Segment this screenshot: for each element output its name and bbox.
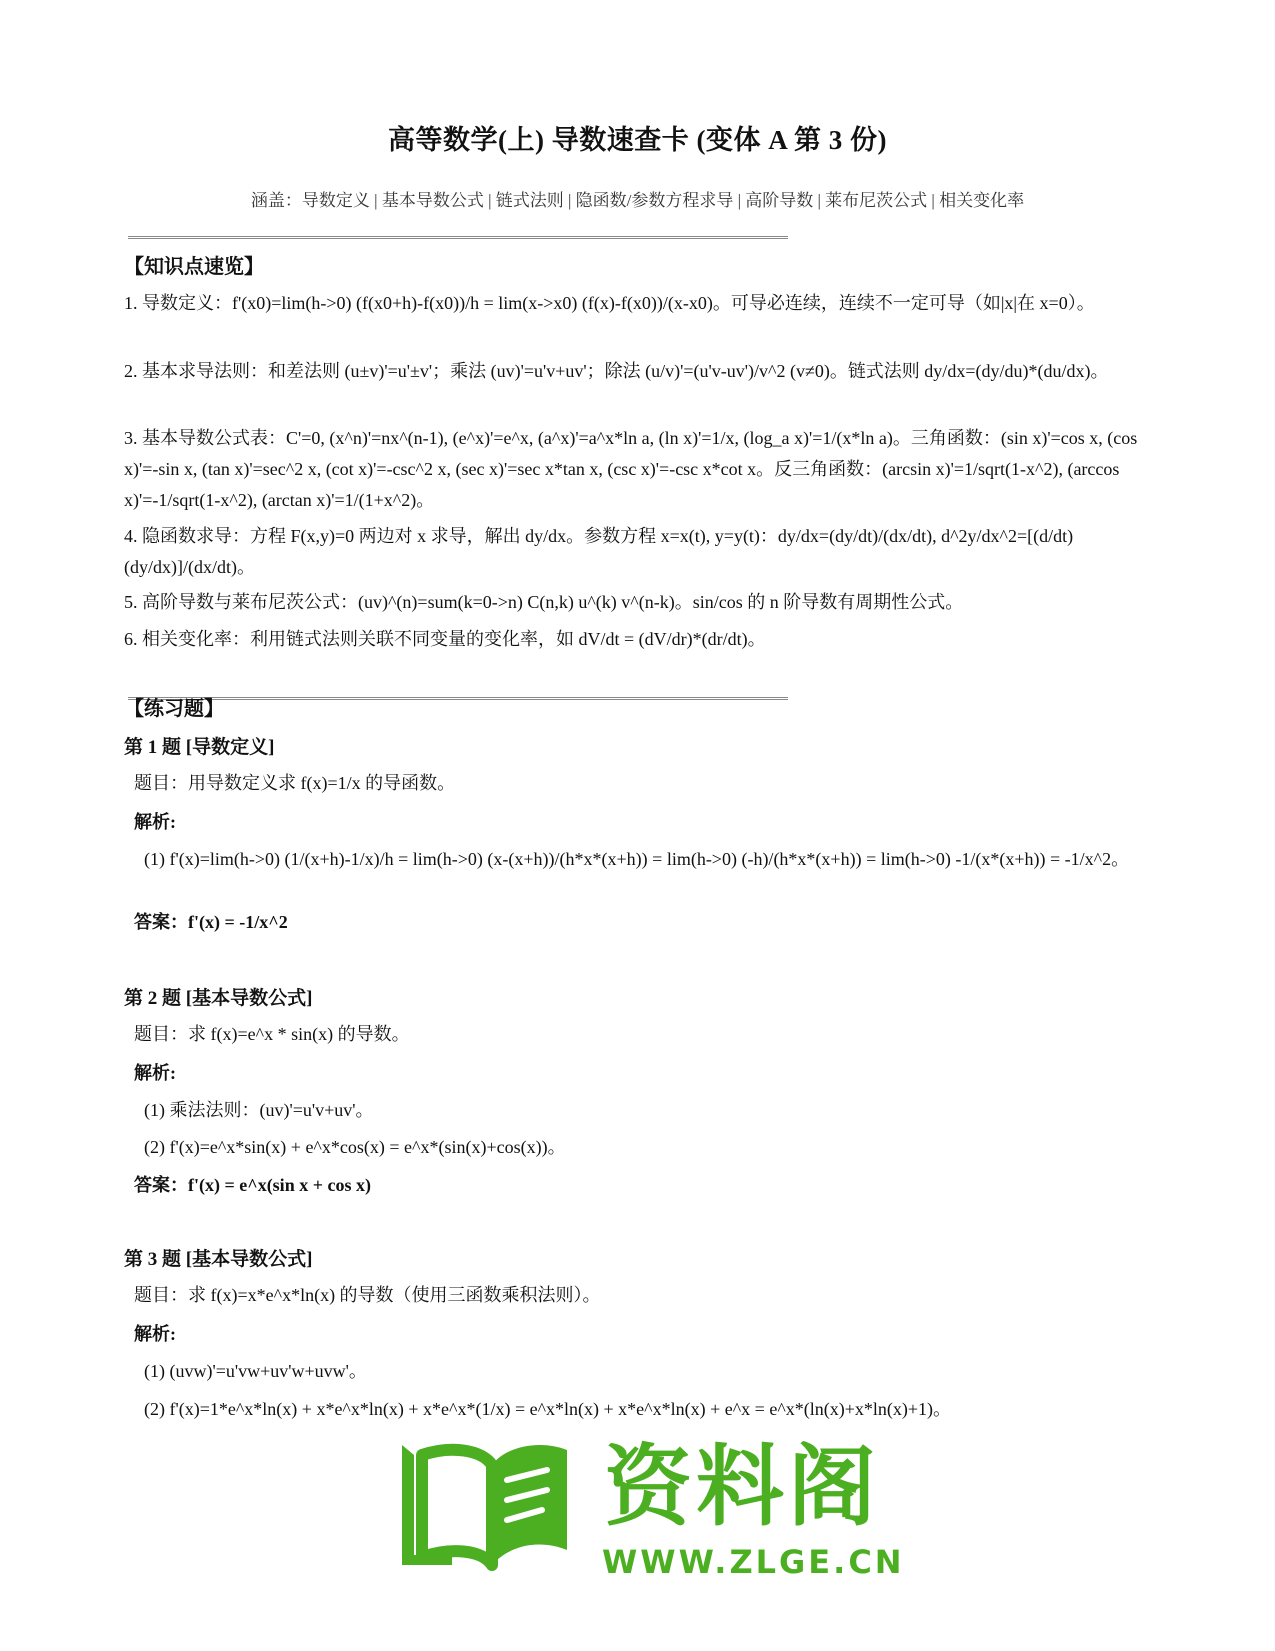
knowledge-item-2: 2. 基本求导法则：和差法则 (u±v)'=u'±v'；乘法 (uv)'=u'v+uv'；除法 (u/v)'=(u'v-uv')/v^2 (v≠0)。链式法则 dy/dx=(dy/du)*(du/dx)。 <box>124 361 1109 381</box>
book-logo-icon <box>392 1425 592 1575</box>
divider <box>128 697 788 700</box>
knowledge-heading: 【知识点速览】 <box>124 256 264 278</box>
problem-3-step-2: (2) f'(x)=1*e^x*ln(x) + x*e^x*ln(x) + x*e^x*(1/x) = e^x*ln(x) + x*e^x*ln(x) + e^x = e^x*(ln(x)+x*ln(x)+1)。 <box>144 1399 952 1419</box>
watermark-url: WWW.ZLGE.CN <box>602 1543 905 1581</box>
knowledge-item-4: 4. 隐函数求导：方程 F(x,y)=0 两边对 x 求导，解出 dy/dx。参数方程 x=x(t), y=y(t)：dy/dx=(dy/dt)/(dx/dt), d^2y/dx^2=[(d/dt)(dy/dx)]/(dx/dt)。 <box>124 526 1074 577</box>
problem-2-step-2: (2) f'(x)=e^x*sin(x) + e^x*cos(x) = e^x*(sin(x)+cos(x))。 <box>144 1137 566 1157</box>
problem-3-analysis-label: 解析: <box>134 1324 176 1344</box>
problem-1-title: 第 1 题 [导数定义] <box>124 737 275 758</box>
exercises-heading: 【练习题】 <box>124 698 224 720</box>
knowledge-item-5: 5. 高阶导数与莱布尼茨公式：(uv)^(n)=sum(k=0->n) C(n,k) u^(k) v^(n-k)。sin/cos 的 n 阶导数有周期性公式。 <box>124 592 964 612</box>
problem-3-question: 题目：求 f(x)=x*e^x*ln(x) 的导数（使用三函数乘积法则）。 <box>134 1285 601 1305</box>
watermark <box>392 1425 905 1590</box>
problem-2-step-1: (1) 乘法法则：(uv)'=u'v+uv'。 <box>144 1100 374 1120</box>
problem-2-answer: 答案：f'(x) = e^x(sin x + cos x) <box>134 1175 371 1195</box>
knowledge-item-1: 1. 导数定义：f'(x0)=lim(h->0) (f(x0+h)-f(x0))/h = lim(x->x0) (f(x)-f(x0))/(x-x0)。可导必连续，连续不一定可导（如|x|在 x=0）。 <box>124 293 1095 313</box>
watermark-brand: 资料阁 <box>604 1435 881 1538</box>
problem-3-title: 第 3 题 [基本导数公式] <box>124 1249 313 1270</box>
page-title: 高等数学(上) 导数速查卡 (变体 A 第 3 份) <box>388 125 887 155</box>
page-subtitle: 涵盖：导数定义 | 基本导数公式 | 链式法则 | 隐函数/参数方程求导 | 高阶导数 | 莱布尼茨公式 | 相关变化率 <box>250 191 1025 210</box>
knowledge-item-6: 6. 相关变化率：利用链式法则关联不同变量的变化率，如 dV/dt = (dV/dr)*(dr/dt)。 <box>124 629 766 649</box>
problem-1-analysis-label: 解析: <box>134 812 176 832</box>
problem-3-step-1: (1) (uvw)'=u'vw+uv'w+uvw'。 <box>144 1361 367 1381</box>
problem-1-question: 题目：用导数定义求 f(x)=1/x 的导函数。 <box>134 773 456 793</box>
problem-2-question: 题目：求 f(x)=e^x * sin(x) 的导数。 <box>134 1024 410 1044</box>
problem-2-analysis-label: 解析: <box>134 1063 176 1083</box>
knowledge-item-3: 3. 基本导数公式表：C'=0, (x^n)'=nx^(n-1), (e^x)'=e^x, (a^x)'=a^x*ln a, (ln x)'=1/x, (log_a x)'=1/(x*ln a)。三角函数：(sin x)'=cos x, (cos x)'=-sin x, (tan x)'=sec^2 x, (cot x)'=-csc^2 x, (sec x)'=sec x*tan x, (csc x)'=-csc x*cot x。反三角函数：(arcsin x)'=1/sqrt(1-x^2), (arccos x)'=-1/sqrt(1-x^2), (arctan x)'=1/(1+x^2)。 <box>124 428 1138 510</box>
problem-2-title: 第 2 题 [基本导数公式] <box>124 988 313 1009</box>
problem-1-answer: 答案：f'(x) = -1/x^2 <box>134 912 288 932</box>
problem-1-step-1: (1) f'(x)=lim(h->0) (1/(x+h)-1/x)/h = lim(h->0) (x-(x+h))/(h*x*(x+h)) = lim(h->0) (-h)/(h*x*(x+h)) = lim(h->0) -1/(x*(x+h)) = -1/x^2。 <box>144 849 1130 869</box>
divider <box>128 236 788 239</box>
